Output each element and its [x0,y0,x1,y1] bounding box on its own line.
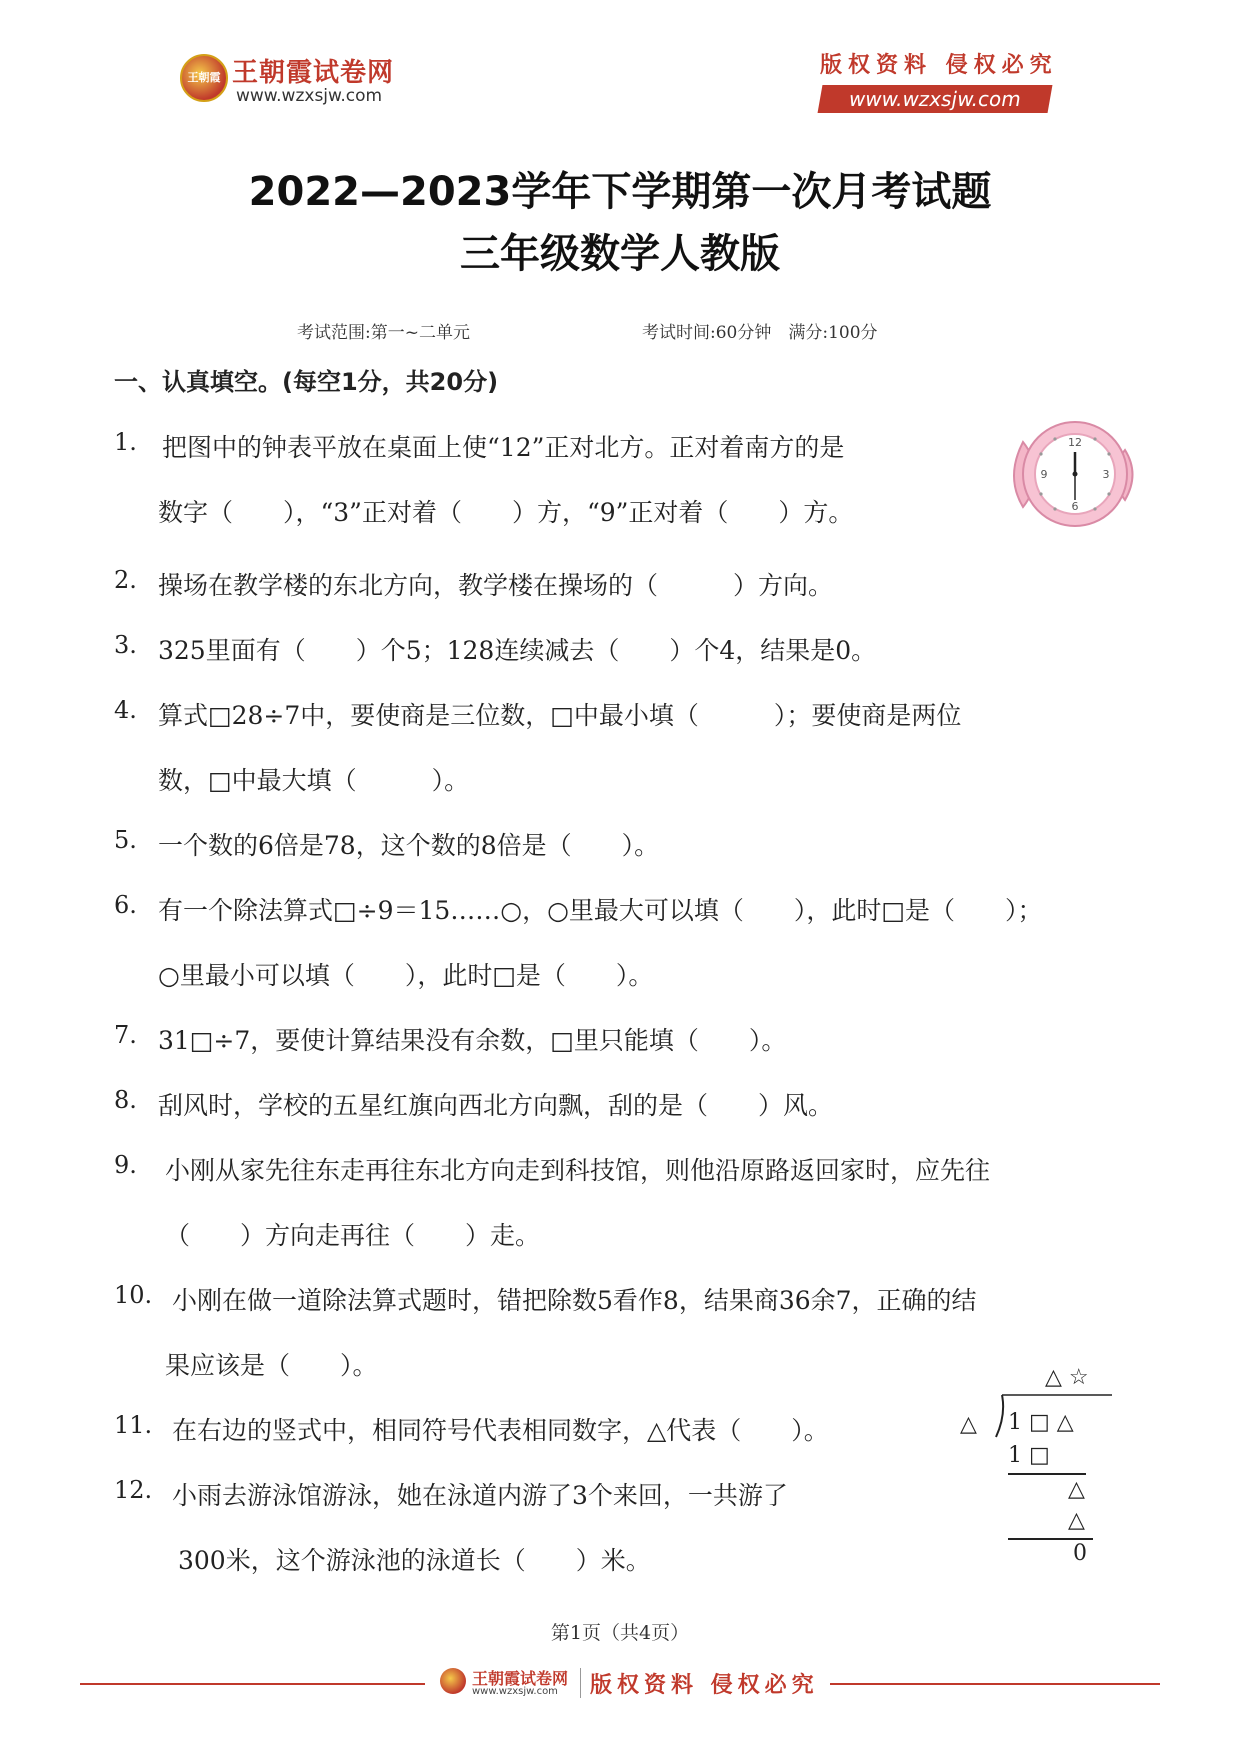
copyright-banner [820,48,1058,111]
question-text: 数字（ ），“3”正对着（ ）方，“9”正对着（ ）方。 [158,498,854,527]
question-text: 小刚在做一道除法算式题时，错把除数5看作8，结果商36余7，正确的结 [172,1286,977,1315]
question-number: 10. [114,1281,153,1309]
division-subtract-1: 1 □ [1008,1443,1050,1468]
question-text: 31□÷7，要使计算结果没有余数，□里只能填（ ）。 [158,1026,787,1055]
question-text: 算式□28÷7中，要使商是三位数，□中最小填（ ）；要使商是两位 [158,701,962,730]
clock-number-12: 12 [1068,436,1082,449]
page-title: 2022—2023学年下学期第一次月考试题 [248,169,992,215]
clock-number-9: 9 [1040,468,1048,481]
question-text: 操场在教学楼的东北方向，教学楼在操场的（ ）方向。 [158,571,834,600]
footer-logo-url: www.wzxsjw.com [472,1686,558,1697]
logo-url: www.wzxsjw.com [236,86,383,106]
division-subtract-2: △ [1068,1508,1085,1533]
section-heading: 一、认真填空。(每空1分，共20分) [114,368,499,396]
question-number: 9. [114,1151,137,1179]
exam-scope: 考试范围:第一~二单元 [297,323,470,343]
footer-logo-name: 王朝霞试卷网 [472,1669,569,1688]
division-result: 0 [1073,1541,1087,1566]
copyright-text: 版权资料 侵权必究 [820,52,1058,78]
copyright-url: www.wzxsjw.com [818,85,1053,113]
logo-seal-icon: 王朝霞 [180,54,228,102]
question-text: 一个数的6倍是78，这个数的8倍是（ ）。 [158,831,660,860]
division-dividend: 1 □ △ [1008,1410,1074,1435]
exam-time-score: 考试时间:60分钟 满分:100分 [642,323,878,343]
division-remainder-1: △ [1068,1477,1085,1502]
question-text: 小刚从家先往东走再往东北方向走到科技馆，则他沿原路返回家时，应先往 [165,1156,991,1185]
question-number: 1. [114,428,137,456]
question-text: （ ）方向走再往（ ）走。 [165,1221,541,1250]
footer-logo-seal-icon [440,1668,466,1694]
question-text: 有一个除法算式□÷9＝15……○，○里最大可以填（ ），此时□是（ ）； [158,896,1043,925]
question-number: 4. [114,696,137,724]
question-number: 12. [114,1476,153,1504]
question-text: 刮风时，学校的五星红旗向西北方向飘，刮的是（ ）风。 [158,1091,834,1120]
question-number: 3. [114,631,137,659]
division-divisor: △ [960,1412,977,1437]
footer-copyright: 版权资料 侵权必究 [590,1672,819,1698]
footer-divider-right [830,1683,1160,1685]
site-logo [180,50,410,110]
question-number: 6. [114,891,137,919]
footer-divider-left [80,1683,425,1685]
question-number: 2. [114,566,137,594]
logo-name: 王朝霞试卷网 [232,58,395,88]
question-text: 325里面有（ ）个5；128连续减去（ ）个4，结果是0。 [158,636,877,665]
clock-icon [1005,412,1140,537]
question-text: ○里最小可以填（ ），此时□是（ ）。 [158,961,654,990]
question-text: 小雨去游泳馆游泳，她在泳道内游了3个来回，一共游了 [172,1481,788,1510]
clock-number-3: 3 [1102,468,1110,481]
page-subtitle: 三年级数学人教版 [460,231,780,277]
division-quotient: △ ☆ [1045,1365,1089,1390]
question-number: 11. [114,1411,153,1439]
question-text: 把图中的钟表平放在桌面上使“12”正对北方。正对着南方的是 [162,433,845,462]
question-text: 果应该是（ ）。 [165,1351,378,1380]
long-division-figure [960,1365,1120,1595]
question-number: 5. [114,826,137,854]
question-text: 数，□中最大填（ ）。 [158,766,470,795]
question-number: 8. [114,1086,137,1114]
question-number: 7. [114,1021,137,1049]
clock-number-6: 6 [1071,500,1079,513]
footer-logo [440,1664,820,1704]
question-text: 在右边的竖式中，相同符号代表相同数字，△代表（ ）。 [172,1416,829,1445]
page-number: 第1页（共4页） [550,1622,690,1644]
question-text: 300米，这个游泳池的泳道长（ ）米。 [178,1546,651,1575]
